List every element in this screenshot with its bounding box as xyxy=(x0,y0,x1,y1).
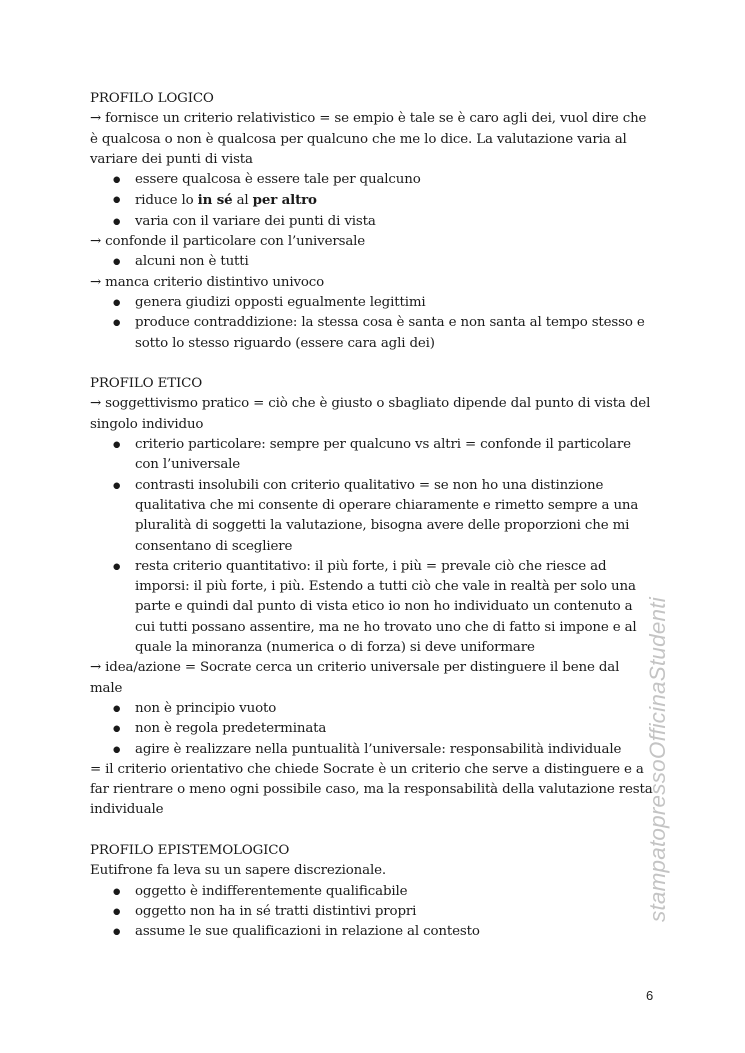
bullet-list xyxy=(90,252,655,272)
bold-text: in sé xyxy=(197,192,233,209)
paragraph: Eutifrone fa leva su un sapere discrezionale. xyxy=(90,863,386,879)
section-profilo-epistemologico xyxy=(90,841,655,942)
list-item: ● alcuni non è tutti xyxy=(90,252,655,272)
paragraph: → manca criterio distintivo univoco xyxy=(90,274,325,290)
section-heading: PROFILO EPISTEMOLOGICO xyxy=(90,842,290,858)
paragraph: → soggettivismo pratico = ciò che è giusto o sbagliato dipende dal punto di vista del singolo individuo xyxy=(90,396,651,432)
section-heading: PROFILO ETICO xyxy=(90,376,203,392)
section-profilo-etico xyxy=(90,374,655,821)
section-heading: PROFILO LOGICO xyxy=(90,91,214,106)
list-item: ● agire è realizzare nella puntualità l’universale: responsabilità individuale xyxy=(90,740,655,760)
spacer xyxy=(90,821,655,841)
page-number: 6 xyxy=(646,988,654,1003)
list-item: ● contrasti insolubili con criterio qualitativo = se non ho una distinzione qualitativa che mi consente di operare chiaramente e rimetto sempre a una pluralità di soggetti la valutazione, bisogna avere delle proporzioni che mi consentano di scegliere xyxy=(90,476,655,557)
list-item: ● non è regola predeterminata xyxy=(90,719,655,739)
bullet-list xyxy=(90,293,655,354)
list-item: ● assume le sue qualificazioni in relazione al contesto xyxy=(90,922,655,942)
paragraph: → idea/azione = Socrate cerca un criterio universale per distinguere il bene dal male xyxy=(90,660,620,696)
list-item: ● oggetto è indifferentemente qualificabile xyxy=(90,882,655,902)
paragraph: → confonde il particolare con l’universale xyxy=(90,234,366,250)
list-item xyxy=(90,190,655,211)
watermark: stampatopressoOfficinaStudenti xyxy=(645,597,670,922)
page-content xyxy=(90,89,655,942)
list-item: ● resta criterio quantitativo: il più forte, i più = prevale ciò che riesce ad imporsi: il più forte, i più. Estendo a tutti ciò che vale in realtà per solo una parte e quindi dal punto di vista etico io non ho individuato un contenuto a cui tutti possano assentire, ma ne ho trovato uno che di fatto si impone e al quale la minoranza (numerica o di forza) si deve uniformare xyxy=(90,557,655,658)
list-item: ● genera giudizi opposti egualmente legittimi xyxy=(90,293,655,313)
paragraph: → fornisce un criterio relativistico = se empio è tale se è caro agli dei, vuol dire che è qualcosa o non è qualcosa per qualcuno che me lo dice. La valutazione varia al variare dei punti di vista xyxy=(90,111,647,167)
section-profilo-logico xyxy=(90,89,655,354)
bold-text: per altro xyxy=(252,192,317,209)
list-item: ● non è principio vuoto xyxy=(90,699,655,719)
text-span: riduce lo xyxy=(135,193,198,209)
bullet-list xyxy=(90,699,655,760)
bullet-list xyxy=(90,435,655,658)
paragraph: = il criterio orientativo che chiede Socrate è un criterio che serve a distinguere e a far rientrare o meno ogni possibile caso, ma la responsabilità della valutazione resta individuale xyxy=(90,761,653,818)
list-item: ● varia con il variare dei punti di vista xyxy=(90,212,655,232)
list-item: ● essere qualcosa è essere tale per qualcuno xyxy=(90,170,655,190)
list-item: ● criterio particolare: sempre per qualcuno vs altri = confonde il particolare con l’universale xyxy=(90,435,655,476)
bullet-list xyxy=(90,170,655,232)
list-item: ● oggetto non ha in sé tratti distintivi propri xyxy=(90,902,655,922)
spacer xyxy=(90,354,655,374)
list-item: ● produce contraddizione: la stessa cosa è santa e non santa al tempo stesso e sotto lo stesso riguardo (essere cara agli dei) xyxy=(90,313,655,354)
text-span: al xyxy=(232,193,253,209)
bullet-list xyxy=(90,882,655,943)
